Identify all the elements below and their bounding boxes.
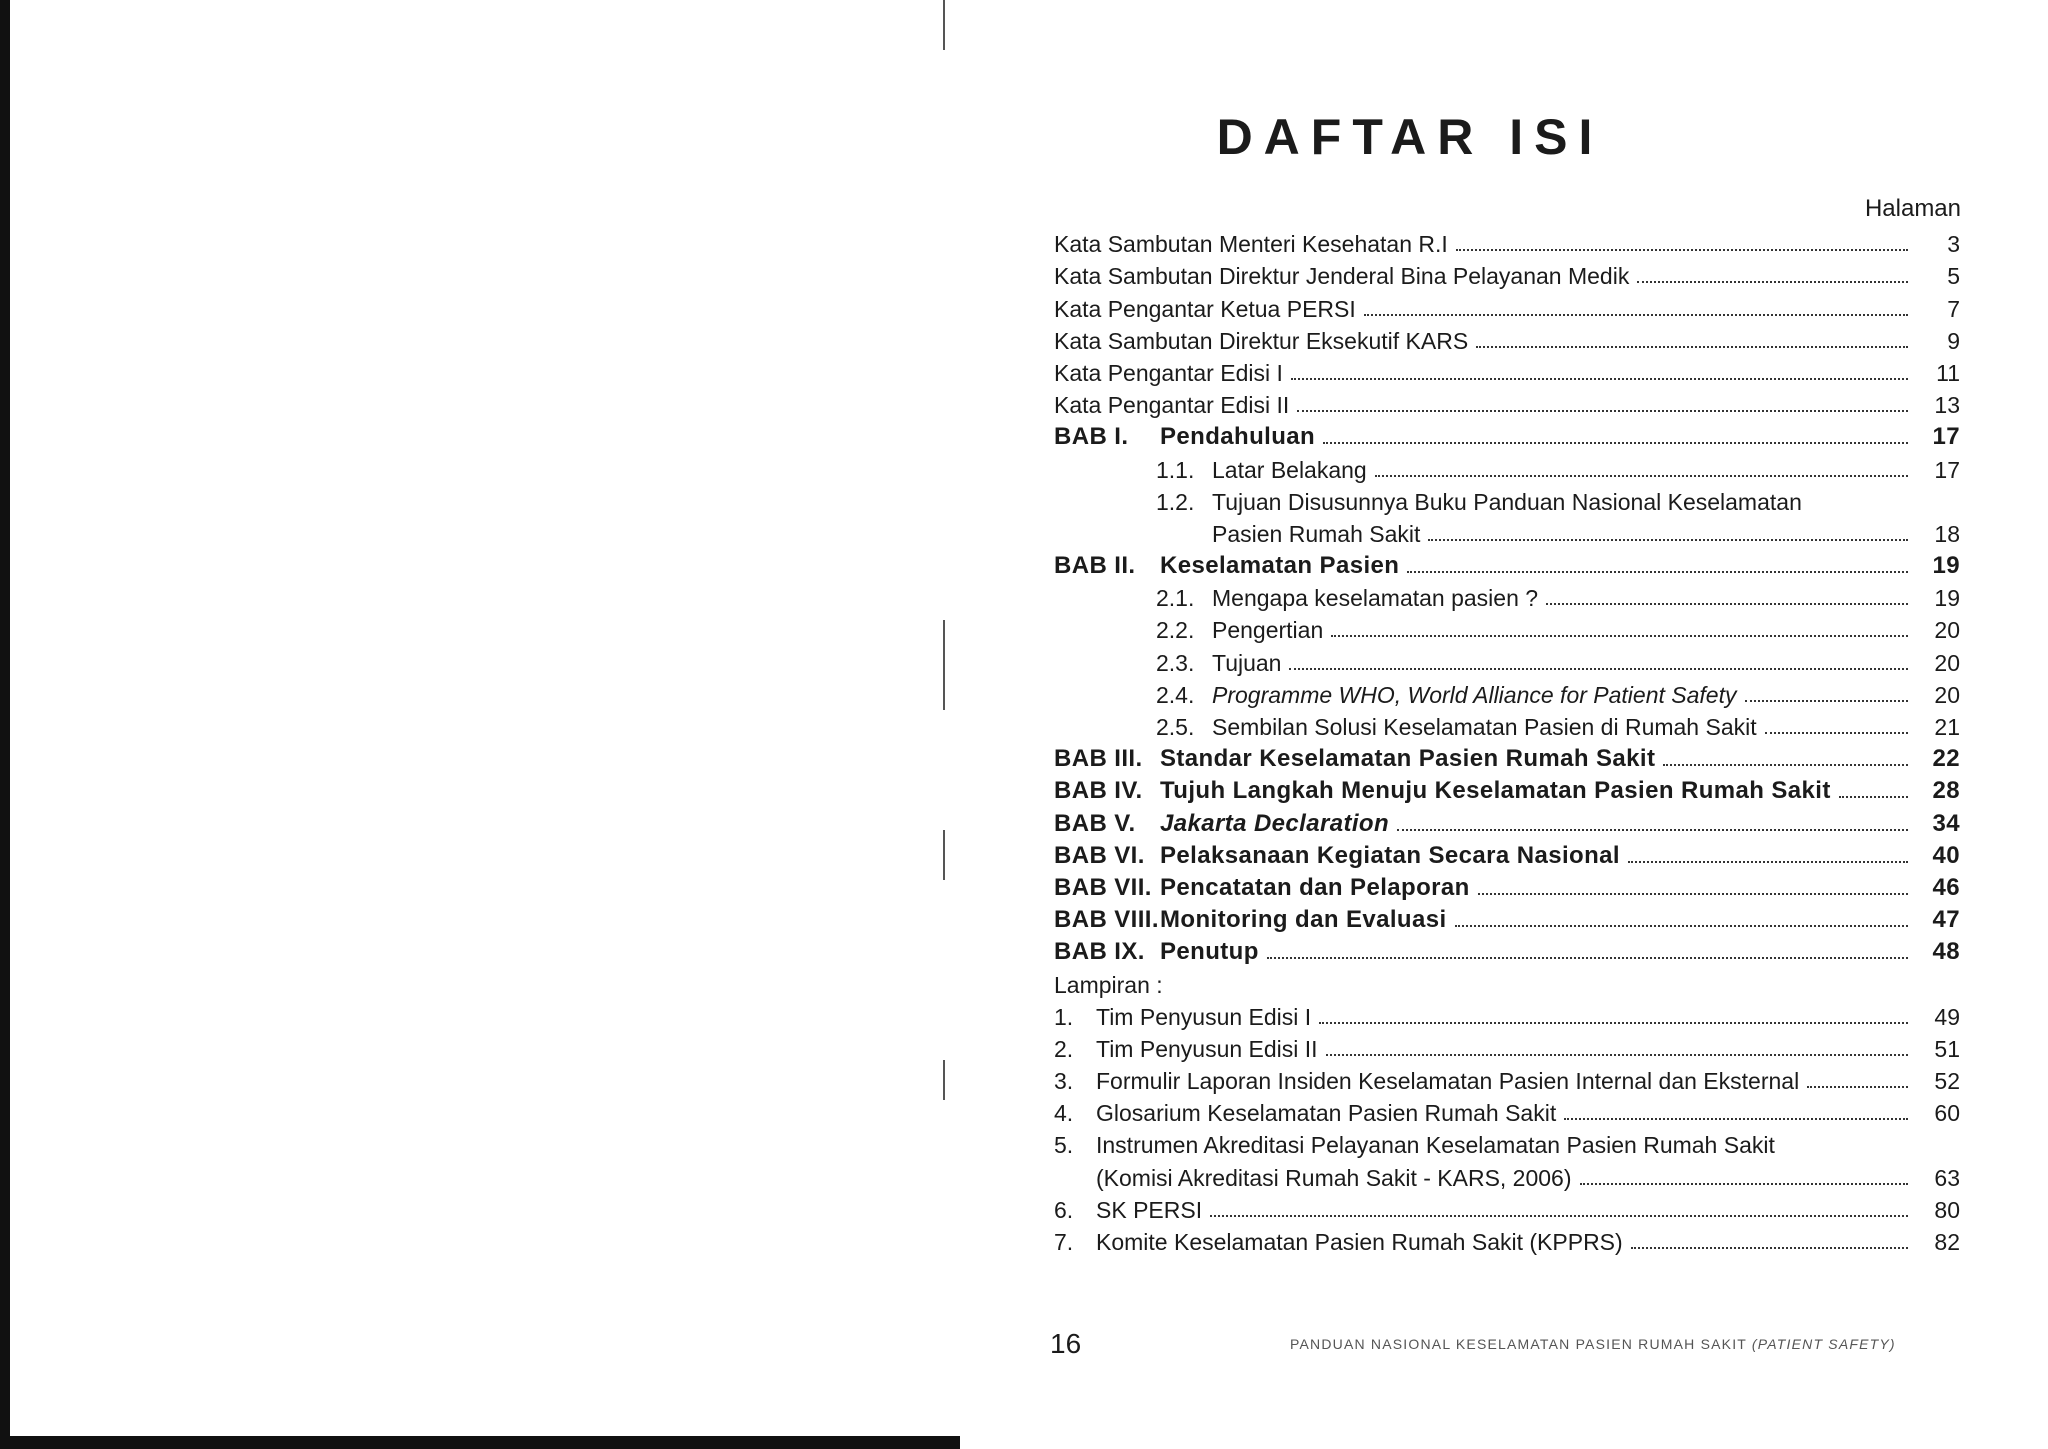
toc-entry-title: Kata Pengantar Ketua PERSI (1054, 295, 1356, 322)
dot-leader (1637, 281, 1908, 283)
gutter-line (943, 0, 945, 50)
dot-leader (1631, 1247, 1908, 1249)
toc-entry-number: BAB I. (1054, 423, 1129, 451)
toc-entry (1054, 1159, 1960, 1191)
dot-leader (1397, 829, 1908, 831)
dot-leader (1319, 1022, 1908, 1024)
toc-entry-number: BAB VII. (1054, 873, 1152, 901)
toc-entry-title: Kata Sambutan Direktur Jenderal Bina Pelayanan Medik (1054, 263, 1630, 290)
toc-entry-page: 7 (1947, 295, 1960, 322)
toc-entry-title: Keselamatan Pasien (1160, 552, 1400, 580)
dot-leader (1456, 249, 1908, 251)
toc-entry-title: Penutup (1160, 938, 1259, 966)
toc-entry-page: 34 (1932, 809, 1960, 837)
toc-entry (1054, 709, 1960, 741)
dot-leader (1839, 796, 1908, 798)
toc-entry (1054, 580, 1960, 612)
toc-entry-page: 17 (1932, 423, 1960, 451)
gutter-line (943, 620, 945, 710)
toc-entry (1054, 612, 1960, 644)
toc-entry-number: 2.4. (1156, 681, 1195, 708)
toc-entry-title: Latar Belakang (1212, 456, 1367, 483)
toc-entry-page: 40 (1932, 841, 1960, 869)
toc-entry (1054, 226, 1960, 258)
toc-entry-title: Mengapa keselamatan pasien ? (1212, 585, 1539, 612)
toc-entry (1054, 290, 1960, 322)
dot-leader (1546, 603, 1908, 605)
dot-leader (1375, 475, 1908, 477)
page-column-header: Halaman (1864, 195, 1961, 222)
toc-entry-number: 1.1. (1156, 456, 1195, 483)
dot-leader (1323, 442, 1908, 444)
running-title-italic: (PATIENT SAFETY) (1751, 1336, 1896, 1352)
toc-entry-page: 18 (1934, 520, 1960, 547)
dot-leader (1580, 1183, 1908, 1185)
toc-entry-title: Kata Pengantar Edisi I (1054, 359, 1283, 386)
toc-entry-title: Pelaksanaan Kegiatan Secara Nasional (1160, 841, 1620, 869)
page-number: 16 (1050, 1328, 1082, 1359)
toc-entry-number: BAB II. (1054, 552, 1136, 580)
toc-entry-title: Komite Keselamatan Pasien Rumah Sakit (KPPRS) (1096, 1229, 1623, 1255)
toc-entry-page: 20 (1934, 681, 1960, 708)
toc-entry (1054, 548, 1960, 580)
toc-entry (1054, 1031, 1960, 1063)
toc-entry-page: 80 (1934, 1196, 1960, 1223)
toc-entry-page: 17 (1934, 456, 1960, 483)
toc-entry-title: Tujuh Langkah Menuju Keselamatan Pasien Rumah Sakit (1160, 777, 1831, 805)
toc-entry-page: 48 (1932, 938, 1960, 966)
toc-entry (1054, 902, 1960, 934)
toc-entry-number: 2.1. (1156, 585, 1195, 612)
toc-entry (1054, 1063, 1960, 1095)
toc-entry-title: Sembilan Solusi Keselamatan Pasien di Rumah Sakit (1212, 714, 1757, 740)
toc-entry-number: BAB V. (1054, 809, 1136, 837)
toc-entry (1054, 999, 1960, 1031)
dot-leader (1297, 410, 1908, 412)
toc-entry-number: 2.2. (1156, 617, 1195, 644)
toc-entry-title: SK PERSI (1096, 1196, 1203, 1223)
toc-entry-page: 9 (1947, 327, 1960, 354)
dot-leader (1428, 539, 1908, 541)
toc-entry (1054, 1095, 1960, 1127)
toc-entry-title: Kata Sambutan Menteri Kesehatan R.I (1054, 231, 1448, 258)
toc-entry-page: 20 (1934, 617, 1960, 644)
dot-leader (1476, 346, 1908, 348)
toc-entry-title: Tim Penyusun Edisi I (1096, 1003, 1312, 1030)
toc-entry (1054, 934, 1960, 966)
toc-entry-title: Pengertian (1212, 617, 1324, 644)
toc-entry-title: Lampiran : (1054, 971, 1163, 998)
toc-entry-number: BAB VI. (1054, 841, 1145, 869)
toc-entry-page: 13 (1934, 392, 1960, 419)
toc-entry-title: Jakarta Declaration (1160, 809, 1390, 837)
toc-entry-page: 52 (1934, 1068, 1960, 1095)
toc-entry-title: Kata Pengantar Edisi II (1054, 392, 1290, 419)
toc-entry-title: Glosarium Keselamatan Pasien Rumah Sakit (1096, 1100, 1557, 1127)
toc-entry-page: 60 (1934, 1100, 1960, 1127)
toc-entry-title: Instrumen Akreditasi Pelayanan Keselamatan Pasien Rumah Sakit (1096, 1132, 1775, 1159)
toc-entry (1054, 966, 1960, 998)
dot-leader (1364, 314, 1908, 316)
toc-entry-page: 19 (1934, 585, 1960, 612)
toc-entry-number: 3. (1054, 1068, 1074, 1095)
toc-entry-page: 22 (1932, 745, 1960, 773)
toc-entry-page: 51 (1934, 1035, 1960, 1062)
toc-entry-number: 5. (1054, 1132, 1074, 1159)
gutter-line (943, 1060, 945, 1100)
table-of-contents (1054, 226, 1960, 1256)
dot-leader (1326, 1054, 1908, 1056)
toc-entry-number: 1. (1054, 1003, 1074, 1030)
toc-entry (1054, 870, 1960, 902)
scan-bottom-edge (0, 1436, 960, 1449)
toc-entry (1054, 355, 1960, 387)
toc-entry-title: Monitoring dan Evaluasi (1160, 906, 1447, 934)
dot-leader (1455, 925, 1908, 927)
dot-leader (1628, 861, 1908, 863)
running-title-text: PANDUAN NASIONAL KESELAMATAN PASIEN RUMAH SAKIT (1290, 1336, 1747, 1352)
toc-entry-number: BAB VIII. (1054, 906, 1159, 934)
toc-entry-number: 4. (1054, 1100, 1074, 1127)
toc-entry-title: Standar Keselamatan Pasien Rumah Sakit (1160, 745, 1656, 773)
toc-entry-page: 46 (1932, 873, 1960, 901)
toc-entry-title: Programme WHO, World Alliance for Patient Safety (1212, 681, 1737, 708)
dot-leader (1478, 893, 1908, 895)
toc-entry (1054, 1192, 1960, 1224)
toc-entry-title: Tujuan Disusunnya Buku Panduan Nasional Keselamatan (1212, 488, 1802, 515)
dot-leader (1564, 1118, 1908, 1120)
gutter-line (943, 830, 945, 880)
dot-leader (1765, 732, 1908, 734)
toc-entry (1054, 644, 1960, 676)
toc-entry-title: Formulir Laporan Insiden Keselamatan Pasien Internal dan Eksternal (1096, 1068, 1800, 1095)
toc-entry (1054, 838, 1960, 870)
toc-entry-number: BAB IX. (1054, 938, 1145, 966)
toc-entry (1054, 773, 1960, 805)
dot-leader (1663, 764, 1908, 766)
dot-leader (1331, 635, 1908, 637)
toc-entry-page: 28 (1932, 777, 1960, 805)
toc-entry (1054, 805, 1960, 837)
toc-entry (1054, 484, 1960, 516)
toc-entry-number: BAB III. (1054, 745, 1143, 773)
toc-entry-page: 3 (1947, 231, 1960, 258)
toc-entry (1054, 677, 1960, 709)
toc-entry (1054, 516, 1960, 548)
toc-entry-number: 2.3. (1156, 649, 1195, 676)
page-title: DAFTAR ISI (1216, 109, 1604, 165)
toc-entry-title: Tim Penyusun Edisi II (1096, 1035, 1318, 1062)
toc-entry-number: 6. (1054, 1196, 1074, 1223)
toc-entry-title: Pendahuluan (1160, 423, 1316, 451)
toc-entry-number: 7. (1054, 1229, 1074, 1255)
toc-entry-title: Pasien Rumah Sakit (1212, 520, 1421, 547)
toc-entry-page: 5 (1947, 263, 1960, 290)
toc-entry-page: 49 (1934, 1003, 1960, 1030)
toc-entry (1054, 741, 1960, 773)
toc-entry-page: 47 (1932, 906, 1960, 934)
dot-leader (1289, 668, 1908, 670)
toc-entry-title: Tujuan (1212, 649, 1282, 676)
toc-entry (1054, 1224, 1960, 1256)
toc-entry-page: 63 (1934, 1164, 1960, 1191)
toc-entry-title: Pencatatan dan Pelaporan (1160, 873, 1470, 901)
dot-leader (1291, 378, 1908, 380)
toc-entry-page: 82 (1934, 1229, 1960, 1255)
dot-leader (1210, 1215, 1908, 1217)
toc-entry-page: 20 (1934, 649, 1960, 676)
toc-entry (1054, 451, 1960, 483)
toc-entry-page: 21 (1934, 714, 1960, 740)
dot-leader (1807, 1086, 1908, 1088)
dot-leader (1267, 957, 1908, 959)
toc-entry-title: (Komisi Akreditasi Rumah Sakit - KARS, 2006) (1096, 1164, 1572, 1191)
dot-leader (1407, 571, 1908, 573)
toc-entry-title: Kata Sambutan Direktur Eksekutif KARS (1054, 327, 1469, 354)
toc-entry (1054, 387, 1960, 419)
dot-leader (1745, 700, 1909, 702)
running-title (1290, 1336, 1896, 1352)
toc-entry (1054, 258, 1960, 290)
toc-entry-page: 11 (1936, 359, 1960, 386)
toc-entry-number: 1.2. (1156, 488, 1195, 515)
toc-entry (1054, 323, 1960, 355)
toc-entry-number: 2. (1054, 1035, 1074, 1062)
toc-entry (1054, 419, 1960, 451)
toc-entry (1054, 1127, 1960, 1159)
toc-entry-number: BAB IV. (1054, 777, 1143, 805)
toc-entry-number: 2.5. (1156, 714, 1195, 740)
toc-entry-page: 19 (1932, 552, 1960, 580)
scan-left-edge (0, 0, 10, 1449)
